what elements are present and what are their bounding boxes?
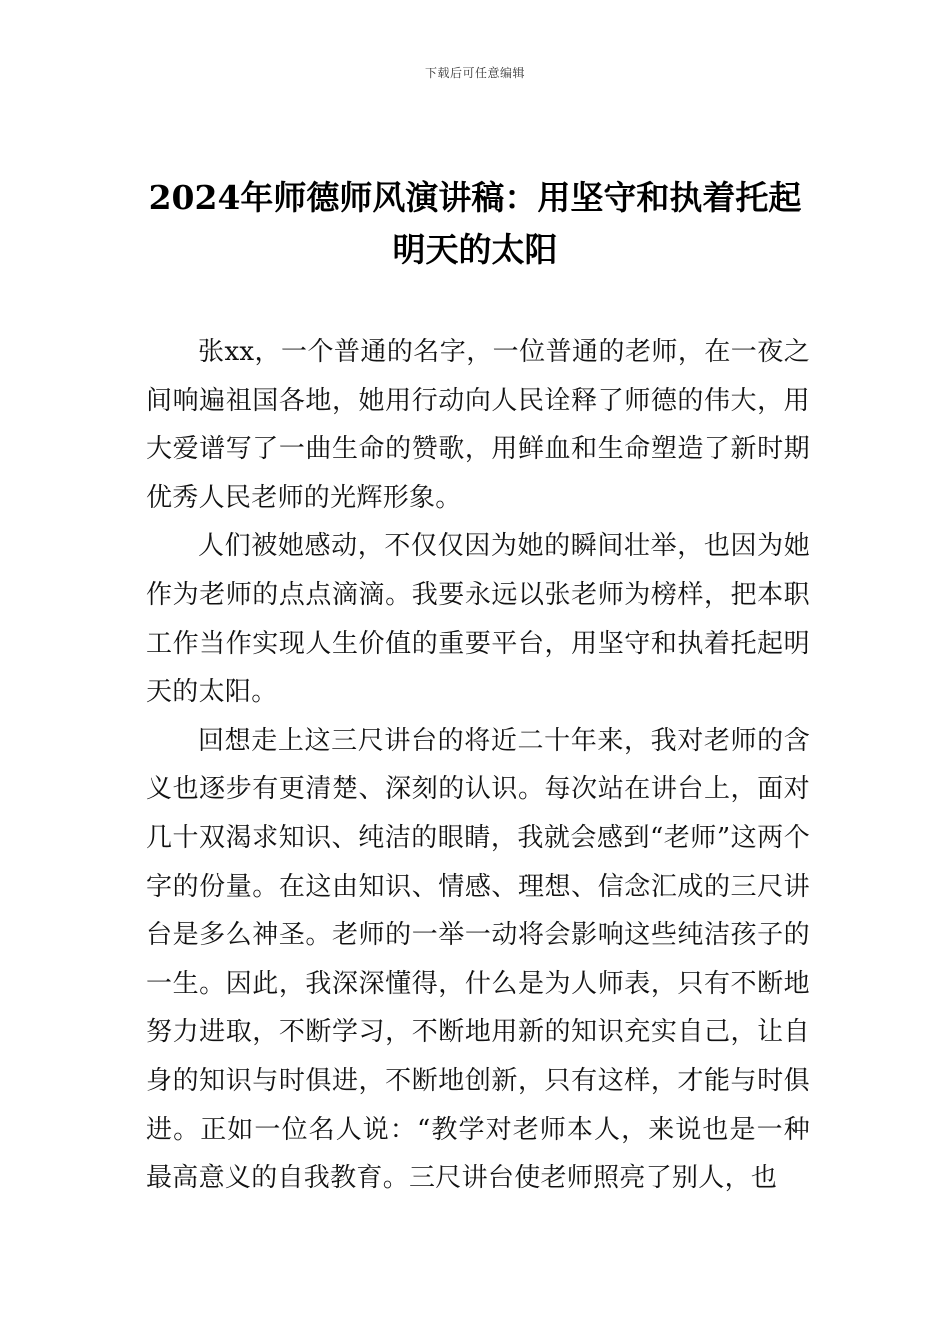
- document-body: [146, 328, 810, 1203]
- body-paragraph: 人们被她感动，不仅仅因为她的瞬间壮举，也因为她作为老师的点点滴滴。我要永远以张老师为榜样，把本职工作当作实现人生价值的重要平台，用坚守和执着托起明天的太阳。: [146, 531, 810, 708]
- page-header-note: 下载后可任意编辑: [424, 66, 525, 80]
- body-paragraph: 回想走上这三尺讲台的将近二十年来，我对老师的含义也逐步有更清楚、深刻的认识。每次站在讲台上，面对几十双渴求知识、纯洁的眼睛，我就会感到“老师”这两个字的份量。在这由知识、情感、理想、信念汇成的三尺讲台是多么神圣。老师的一举一动将会影响这些纯洁孩子的一生。因此，我深深懂得，什么是为人师表，只有不断地努力进取，不断学习，不断地用新的知识充实自己，让自身的知识与时俱进，不断地创新，只有这样，才能与时俱进。正如一位名人说：“教学对老师本人，来说也是一种最高意义的自我教育。三尺讲台使老师照亮了别人，也: [146, 725, 810, 1194]
- body-paragraph: 张xx，一个普通的名字，一位普通的老师，在一夜之间响遍祖国各地，她用行动向人民诠释了师德的伟大，用大爱谱写了一曲生命的赞歌，用鲜血和生命塑造了新时期优秀人民老师的光辉形象。: [146, 337, 810, 513]
- document-title: 2024年师德师风演讲稿：用坚守和执着托起明天的太阳: [148, 178, 802, 269]
